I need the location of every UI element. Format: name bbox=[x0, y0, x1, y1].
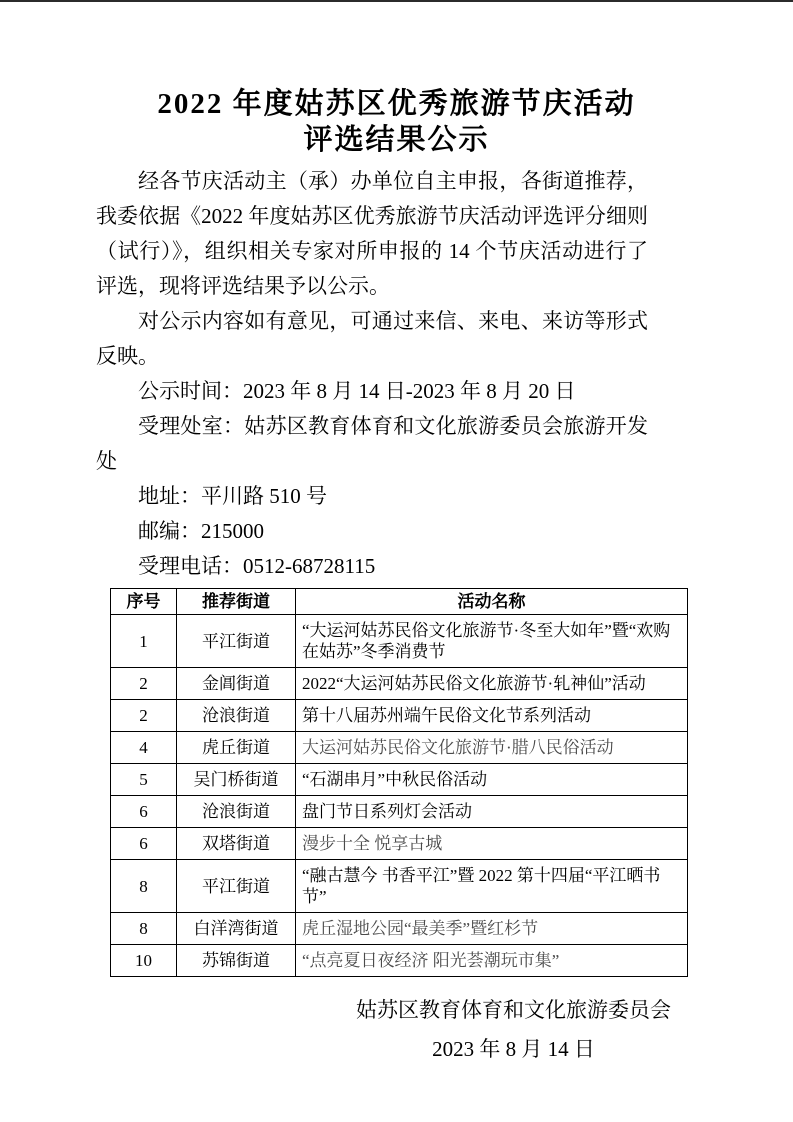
cell-street: 苏锦街道 bbox=[177, 945, 296, 977]
paragraph: 对公示内容如有意见，可通过来信、来电、来访等形式反映。 bbox=[96, 309, 648, 368]
cell-rank: 4 bbox=[111, 732, 177, 764]
table-row bbox=[111, 732, 688, 764]
cell-street: 双塔街道 bbox=[177, 828, 296, 860]
cell-street: 平江街道 bbox=[177, 615, 296, 668]
paragraph: 受理处室：姑苏区教育体育和文化旅游委员会旅游开发处 bbox=[96, 414, 648, 473]
cell-rank: 1 bbox=[111, 615, 177, 668]
cell-street: 白洋湾街道 bbox=[177, 913, 296, 945]
table-row bbox=[111, 913, 688, 945]
cell-rank: 8 bbox=[111, 860, 177, 913]
header-street: 推荐街道 bbox=[177, 589, 296, 615]
cell-rank: 2 bbox=[111, 668, 177, 700]
header-rank: 序号 bbox=[111, 589, 177, 615]
cell-rank: 2 bbox=[111, 700, 177, 732]
cell-activity: “融古慧今 书香平江”暨 2022 第十四届“平江晒书节” bbox=[296, 860, 688, 913]
paragraph: 地址：平川路 510 号 bbox=[138, 484, 327, 508]
cell-street: 吴门桥街道 bbox=[177, 764, 296, 796]
cell-rank: 6 bbox=[111, 796, 177, 828]
cell-activity: 2022“大运河姑苏民俗文化旅游节·轧神仙”活动 bbox=[296, 668, 688, 700]
table-row bbox=[111, 668, 688, 700]
cell-activity: “石湖串月”中秋民俗活动 bbox=[296, 764, 688, 796]
title-line-1: 2022 年度姑苏区优秀旅游节庆活动 bbox=[157, 88, 636, 120]
signature-date: 2023 年 8 月 14 日 bbox=[432, 1037, 595, 1061]
cell-street: 沧浪街道 bbox=[177, 700, 296, 732]
cell-street: 虎丘街道 bbox=[177, 732, 296, 764]
table-row bbox=[111, 796, 688, 828]
title-line-2: 评选结果公示 bbox=[303, 124, 490, 156]
signature-block bbox=[356, 991, 671, 1069]
cell-rank: 8 bbox=[111, 913, 177, 945]
cell-street: 沧浪街道 bbox=[177, 796, 296, 828]
cell-activity: 盘门节日系列灯会活动 bbox=[296, 796, 688, 828]
table-row bbox=[111, 700, 688, 732]
cell-activity: 大运河姑苏民俗文化旅游节·腊八民俗活动 bbox=[296, 732, 688, 764]
document-title bbox=[96, 86, 697, 158]
table-row bbox=[111, 828, 688, 860]
document-page bbox=[0, 2, 793, 1122]
results-table-body bbox=[111, 615, 688, 977]
cell-rank: 6 bbox=[111, 828, 177, 860]
cell-activity: “大运河姑苏民俗文化旅游节·冬至大如年”暨“欢购在姑苏”冬季消费节 bbox=[296, 615, 688, 668]
results-table-header bbox=[111, 589, 688, 615]
cell-activity: 第十八届苏州端午民俗文化节系列活动 bbox=[296, 700, 688, 732]
paragraph: 邮编：215000 bbox=[138, 519, 264, 543]
paragraph: 公示时间：2023 年 8 月 14 日-2023 年 8 月 20 日 bbox=[138, 379, 576, 403]
body-paragraphs bbox=[96, 164, 648, 584]
paragraph: 受理电话：0512-68728115 bbox=[138, 554, 376, 578]
table-row bbox=[111, 860, 688, 913]
results-table bbox=[110, 588, 688, 977]
cell-street: 金阊街道 bbox=[177, 668, 296, 700]
cell-activity: “点亮夏日夜经济 阳光荟潮玩市集” bbox=[296, 945, 688, 977]
cell-rank: 10 bbox=[111, 945, 177, 977]
signature-org: 姑苏区教育体育和文化旅游委员会 bbox=[356, 998, 671, 1022]
paragraph: 经各节庆活动主（承）办单位自主申报，各街道推荐，我委依据《2022 年度姑苏区优秀旅游节庆活动评选评分细则（试行）》，组织相关专家对所申报的 14 个节庆活动进行了评选，现将评选结果予以公示。 bbox=[96, 169, 648, 298]
header-row bbox=[111, 589, 688, 615]
cell-activity: 虎丘湿地公园“最美季”暨红杉节 bbox=[296, 913, 688, 945]
table-row bbox=[111, 764, 688, 796]
cell-rank: 5 bbox=[111, 764, 177, 796]
table-row bbox=[111, 945, 688, 977]
cell-activity: 漫步十全 悦享古城 bbox=[296, 828, 688, 860]
table-row bbox=[111, 615, 688, 668]
cell-street: 平江街道 bbox=[177, 860, 296, 913]
header-activity: 活动名称 bbox=[296, 589, 688, 615]
